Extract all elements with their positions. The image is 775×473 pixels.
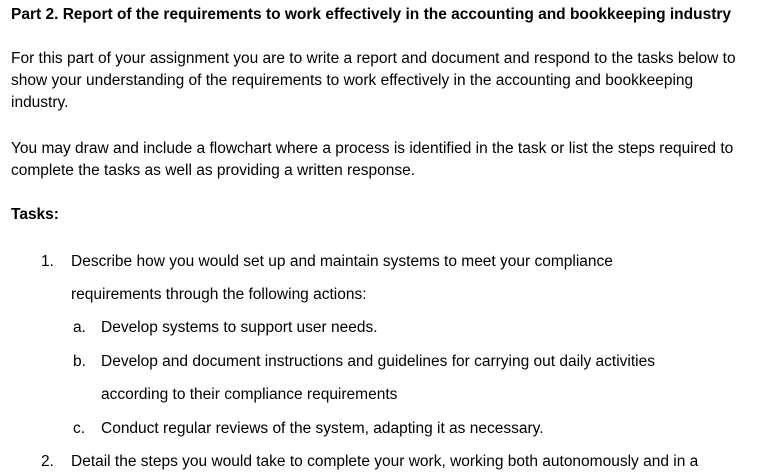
section-heading: Part 2. Report of the requirements to work effectively in the accounting and bookkeeping industry	[11, 6, 732, 23]
flowchart-paragraph: You may draw and include a flowchart where a process is identified in the task or list the steps required to complete the tasks as well as providing a written response.	[11, 140, 734, 179]
task-text-line: Detail the steps you would take to complete your work, working both autonomously and in a	[71, 453, 699, 470]
subitem-letter: b.	[73, 353, 86, 370]
subitem-text-line: Conduct regular reviews of the system, adapting it as necessary.	[101, 420, 544, 437]
task-text-line: requirements through the following actions:	[71, 286, 367, 303]
subitem-letter: c.	[73, 420, 86, 437]
tasks-title: Tasks:	[11, 206, 59, 223]
task-number: 2.	[41, 453, 54, 470]
task-text-line: Describe how you would set up and maintain systems to meet your compliance	[71, 253, 613, 270]
subitem-text-line: Develop and document instructions and guidelines for carrying out daily activities	[101, 353, 655, 370]
subitem-text-line: Develop systems to support user needs.	[101, 319, 378, 336]
task-number: 1.	[41, 253, 54, 270]
intro-paragraph: For this part of your assignment you are to write a report and document and respond to the tasks below to show your understanding of the requirements to work effectively in the accounting and bookkeeping industry.	[11, 50, 736, 111]
subitem-text-line: according to their compliance requirements	[101, 386, 398, 403]
subitem-letter: a.	[73, 319, 86, 336]
